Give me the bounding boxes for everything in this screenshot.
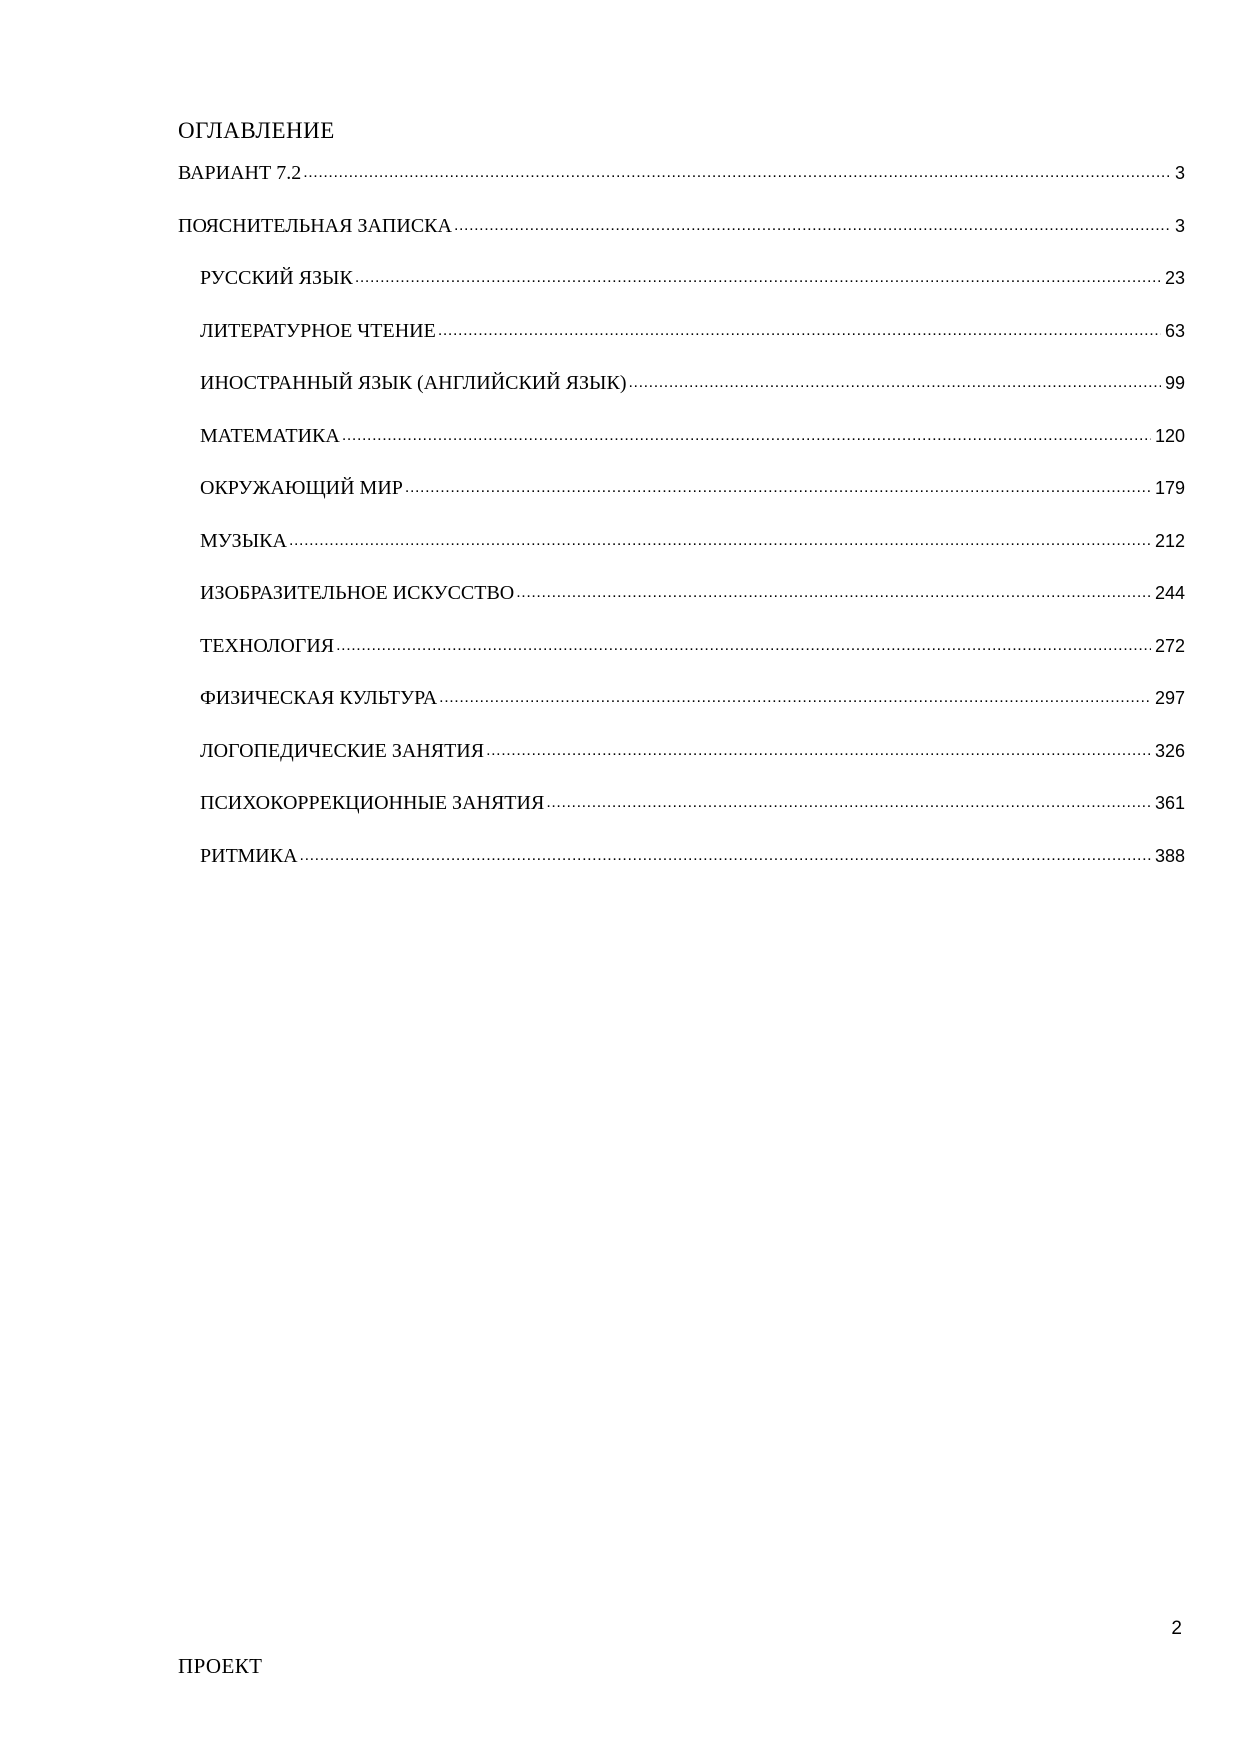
toc-leader-dots [516, 580, 1151, 606]
toc-entry-label: ИЗОБРАЗИТЕЛЬНОЕ ИСКУССТВО [200, 582, 515, 604]
toc-title: ОГЛАВЛЕНИЕ [178, 118, 335, 143]
footer-label: ПРОЕКТ [178, 1654, 263, 1678]
toc-entry[interactable] [178, 580, 1185, 633]
toc-entry-label: ВАРИАНТ 7.2 [178, 162, 302, 184]
toc-entry[interactable] [178, 528, 1185, 581]
toc-leader-dots [438, 318, 1161, 344]
toc-entry-page: 244 [1154, 583, 1185, 603]
toc-leader-dots [486, 738, 1151, 764]
toc-entry[interactable] [178, 213, 1185, 266]
toc-entry-page: 99 [1164, 373, 1185, 393]
toc-leader-dots [342, 423, 1151, 449]
toc-entry-page: 297 [1154, 688, 1185, 708]
toc-entry-label: МАТЕМАТИКА [200, 424, 340, 447]
toc-entry-page: 388 [1154, 845, 1185, 866]
toc-leader-dots [546, 790, 1151, 816]
toc-leader-dots [289, 528, 1151, 554]
toc-entry[interactable] [178, 633, 1185, 686]
toc-entry-label: ОКРУЖАЮЩИЙ МИР [200, 477, 403, 499]
toc-entry-label: ЛИТЕРАТУРНОЕ ЧТЕНИЕ [200, 319, 436, 342]
toc-leader-dots [454, 213, 1171, 239]
toc-leader-dots [439, 685, 1151, 711]
toc-entry-label: РИТМИКА [200, 844, 298, 867]
toc-entry-label: ПСИХОКОРРЕКЦИОННЫЕ ЗАНЯТИЯ [200, 792, 545, 814]
toc-entry-label: ФИЗИЧЕСКАЯ КУЛЬТУРА [200, 687, 438, 709]
toc-leader-dots [303, 160, 1171, 186]
toc-entry[interactable] [178, 160, 1185, 213]
toc-leader-dots [336, 633, 1151, 659]
toc-entry[interactable] [178, 790, 1185, 843]
toc-leader-dots [628, 370, 1160, 396]
toc-entry-page: 179 [1154, 478, 1185, 498]
toc-entry-page: 326 [1154, 740, 1185, 761]
toc-entry-label: МУЗЫКА [200, 529, 287, 552]
toc-entry[interactable] [178, 843, 1185, 896]
toc-entry[interactable] [178, 738, 1185, 791]
toc-entry-page: 3 [1174, 215, 1185, 236]
toc-entry-page: 3 [1174, 163, 1185, 183]
table-of-contents [178, 160, 1185, 895]
toc-entry-page: 361 [1154, 793, 1185, 813]
toc-entry-page: 272 [1154, 635, 1185, 656]
toc-leader-dots [405, 475, 1151, 501]
toc-entry[interactable] [178, 423, 1185, 476]
toc-entry-label: ТЕХНОЛОГИЯ [200, 634, 335, 657]
toc-entry-label: РУССКИЙ ЯЗЫК [200, 267, 353, 289]
toc-entry[interactable] [178, 265, 1185, 318]
toc-leader-dots [300, 843, 1151, 869]
page-number: 2 [1171, 1618, 1182, 1639]
toc-entry[interactable] [178, 370, 1185, 423]
toc-entry[interactable] [178, 685, 1185, 738]
toc-entry-label: ПОЯСНИТЕЛЬНАЯ ЗАПИСКА [178, 214, 452, 237]
toc-leader-dots [355, 265, 1161, 291]
toc-entry-page: 120 [1154, 425, 1185, 446]
toc-entry[interactable] [178, 475, 1185, 528]
toc-entry-page: 23 [1164, 268, 1185, 288]
toc-entry-page: 212 [1154, 530, 1185, 551]
toc-entry-label: ИНОСТРАННЫЙ ЯЗЫК (АНГЛИЙСКИЙ ЯЗЫК) [200, 372, 627, 394]
toc-entry-page: 63 [1164, 320, 1185, 341]
toc-entry-label: ЛОГОПЕДИЧЕСКИЕ ЗАНЯТИЯ [200, 739, 485, 762]
toc-entry[interactable] [178, 318, 1185, 371]
